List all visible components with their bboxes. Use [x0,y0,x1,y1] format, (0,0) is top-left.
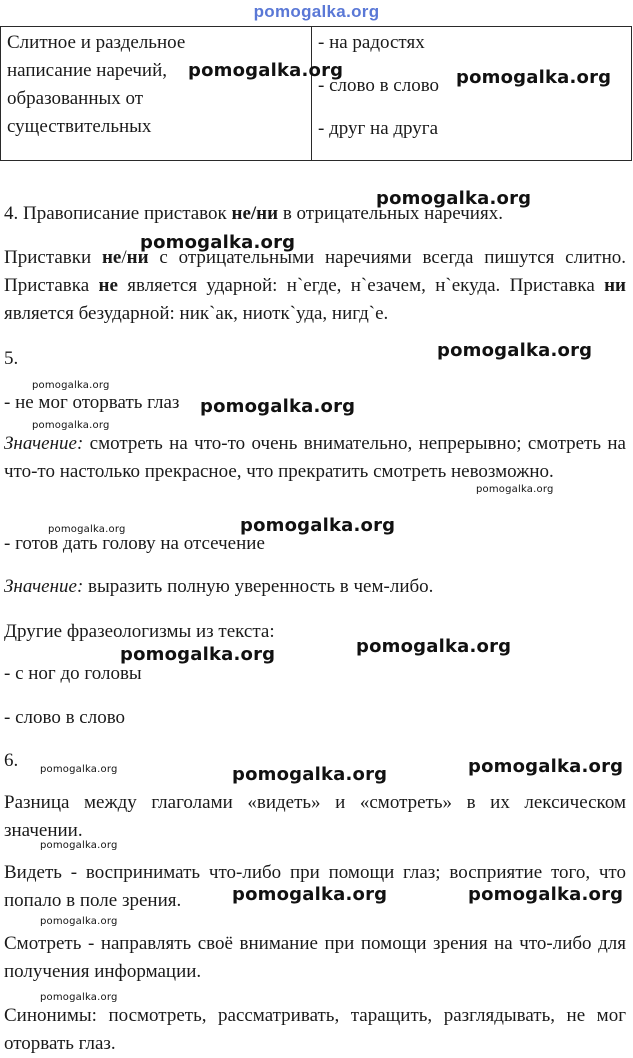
section5-number: 5. [4,348,19,369]
section6-paragraph: Синонимы: посмотреть, рассматривать, таращить, разглядывать, не мог оторвать глаз. [4,1005,626,1054]
other-idioms-heading: Другие фразеологизмы из текста: [4,621,275,642]
watermark: pomogalka.org [188,60,344,81]
meaning-paragraph [4,430,626,486]
heading-text: в отрицательных наречиях. [278,203,503,224]
left-cell-line: Слитное и раздельное [7,32,186,53]
idiom-line: - не мог оторвать глаз [4,392,180,413]
idiom-line: - готов дать голову на отсечение [4,533,265,554]
section4-heading [4,200,630,228]
section6-paragraph: Разница между глаголами «видеть» и «смотреть» в их лексическом значении. [4,792,626,841]
header-watermark: pomogalka.org [253,2,380,21]
section4-paragraph [4,244,626,328]
left-cell-line: существительных [7,116,152,137]
watermark: pomogalka.org [40,840,118,851]
watermark: pomogalka.org [40,764,118,775]
text: / [121,247,127,268]
bold-text: ни [604,275,627,296]
watermark: pomogalka.org [40,992,118,1003]
table-right-cell [312,27,632,161]
text: Приставки [4,247,102,268]
left-cell-line: написание наречий, [7,60,168,81]
section6-paragraph: Видеть - воспринимать что-либо при помощи глаз; восприятие того, что попало в поле зрения. [4,862,626,911]
left-cell-line: образованных от [7,88,144,109]
watermark: pomogalka.org [140,232,296,253]
table-left-cell [1,27,312,161]
meaning-text: выразить полную уверенность в чем-либо. [83,576,434,597]
meaning-label: Значение: [4,576,84,597]
table-item: - слово в слово [318,75,440,96]
bold-text: ни [126,247,149,268]
watermark: pomogalka.org [376,188,532,209]
idiom-line: - с ног до головы [4,663,142,684]
bold-text: не [98,275,118,296]
table-item: - друг на друга [318,118,439,139]
watermark: pomogalka.org [468,756,624,777]
bold-text: не [101,247,122,268]
watermark: pomogalka.org [356,636,512,657]
rule-table [0,26,632,161]
watermark: pomogalka.org [32,420,110,431]
watermark: pomogalka.org [240,515,396,536]
meaning-label: Значение: [4,433,84,454]
heading-text: 4. Правописание приставок [4,203,232,224]
watermark: pomogalka.org [32,380,110,391]
text: является ударной: н`егде, н`езачем, н`екуда. Приставка [117,275,605,296]
watermark: pomogalka.org [468,884,624,905]
watermark: pomogalka.org [232,764,388,785]
watermark: pomogalka.org [437,340,593,361]
watermark: pomogalka.org [40,916,118,927]
section6-paragraph: Смотреть - направлять своё внимание при помощи зрения на что-либо для получения информации. [4,933,626,982]
section6-number: 6. [4,750,19,771]
meaning-text: смотреть на что-то очень внимательно, непрерывно; смотреть на что-то настолько прекрасное, что прекратить смотреть невозможно. [4,433,626,482]
idiom-line: - слово в слово [4,707,126,728]
heading-bold: не/ни [231,203,279,224]
table-item: - на радостях [318,32,425,53]
watermark: pomogalka.org [476,484,554,495]
meaning-paragraph [4,573,433,601]
watermark: pomogalka.org [120,644,276,665]
text: является безударной: ник`ак, ниотк`уда, нигд`е. [4,303,389,324]
watermark: pomogalka.org [232,884,388,905]
watermark: pomogalka.org [200,396,356,417]
text: с отрицательными наречиями всегда пишутся слитно. Приставка [4,247,626,296]
watermark: pomogalka.org [456,67,612,88]
watermark: pomogalka.org [48,524,126,535]
